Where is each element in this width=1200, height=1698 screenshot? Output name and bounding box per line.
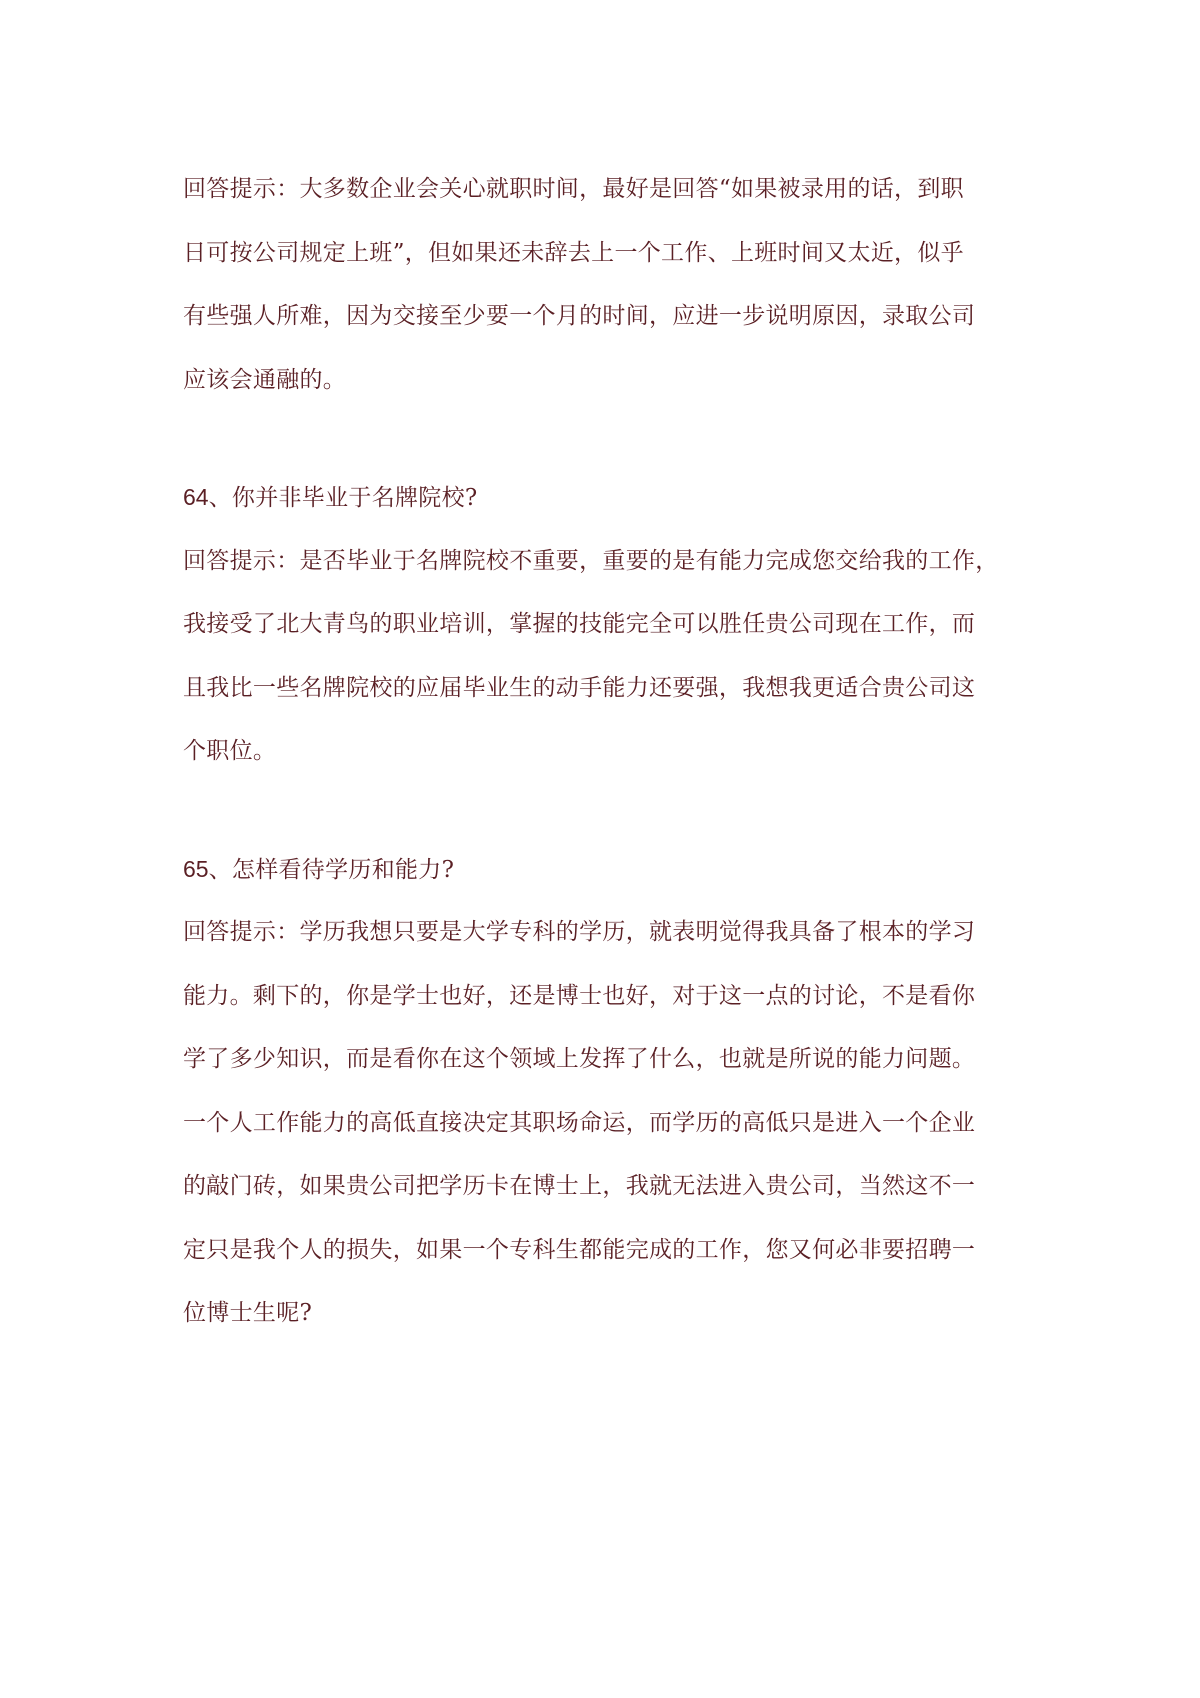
- answer-line: 回答提示：学历我想只要是大学专科的学历，就表明觉得我具备了根本的学习: [183, 919, 976, 945]
- question-number: 65: [183, 855, 209, 882]
- answer-line: 位博士生呢?: [183, 1300, 313, 1326]
- answer-line: 我接受了北大青鸟的职业培训，掌握的技能完全可以胜任贵公司现在工作，而: [183, 611, 976, 637]
- answer-line: 且我比一些名牌院校的应届毕业生的动手能力还要强，我想我更适合贵公司这: [183, 674, 976, 701]
- answer-line: 个职位。: [183, 738, 277, 764]
- answer-line: 能力。剩下的，你是学士也好，还是博士也好，对于这一点的讨论，不是看你: [183, 982, 976, 1009]
- question-text: 、怎样看待学历和能力?: [208, 856, 455, 883]
- question-heading-65: [183, 838, 1033, 902]
- answer-line: 应该会通融的。: [183, 366, 347, 393]
- answer-line: 有些强人所难，因为交接至少要一个月的时间，应进一步说明原因，录取公司: [183, 303, 976, 329]
- question-heading-64: [183, 466, 1033, 530]
- paragraph-spacer: [183, 784, 1033, 838]
- qa-block-65: [183, 838, 1033, 1346]
- question-number: 64: [183, 484, 209, 510]
- answer-block-63: [183, 158, 1033, 412]
- qa-block-64: [183, 466, 1033, 784]
- answer-line: 的敲门砖，如果贵公司把学历卡在博士上，我就无法进入贵公司，当然这不一: [183, 1173, 976, 1199]
- question-text: 、你并非毕业于名牌院校?: [208, 485, 478, 511]
- answer-line: 一个人工作能力的高低直接决定其职场命运，而学历的高低只是进入一个企业: [183, 1109, 976, 1136]
- document-body: [183, 158, 1033, 1346]
- paragraph-spacer: [183, 412, 1033, 466]
- answer-line: 学了多少知识，而是看你在这个领域上发挥了什么，也就是所说的能力问题。: [183, 1046, 976, 1072]
- answer-line: 日可按公司规定上班”，但如果还未辞去上一个工作、上班时间又太近，似乎: [183, 239, 964, 266]
- answer-line: 回答提示：大多数企业会关心就职时间，最好是回答“如果被录用的话，到职: [183, 176, 964, 202]
- answer-line: 定只是我个人的损失，如果一个专科生都能完成的工作，您又何必非要招聘一: [183, 1236, 976, 1263]
- answer-line: 回答提示：是否毕业于名牌院校不重要，重要的是有能力完成您交给我的工作，: [183, 547, 999, 574]
